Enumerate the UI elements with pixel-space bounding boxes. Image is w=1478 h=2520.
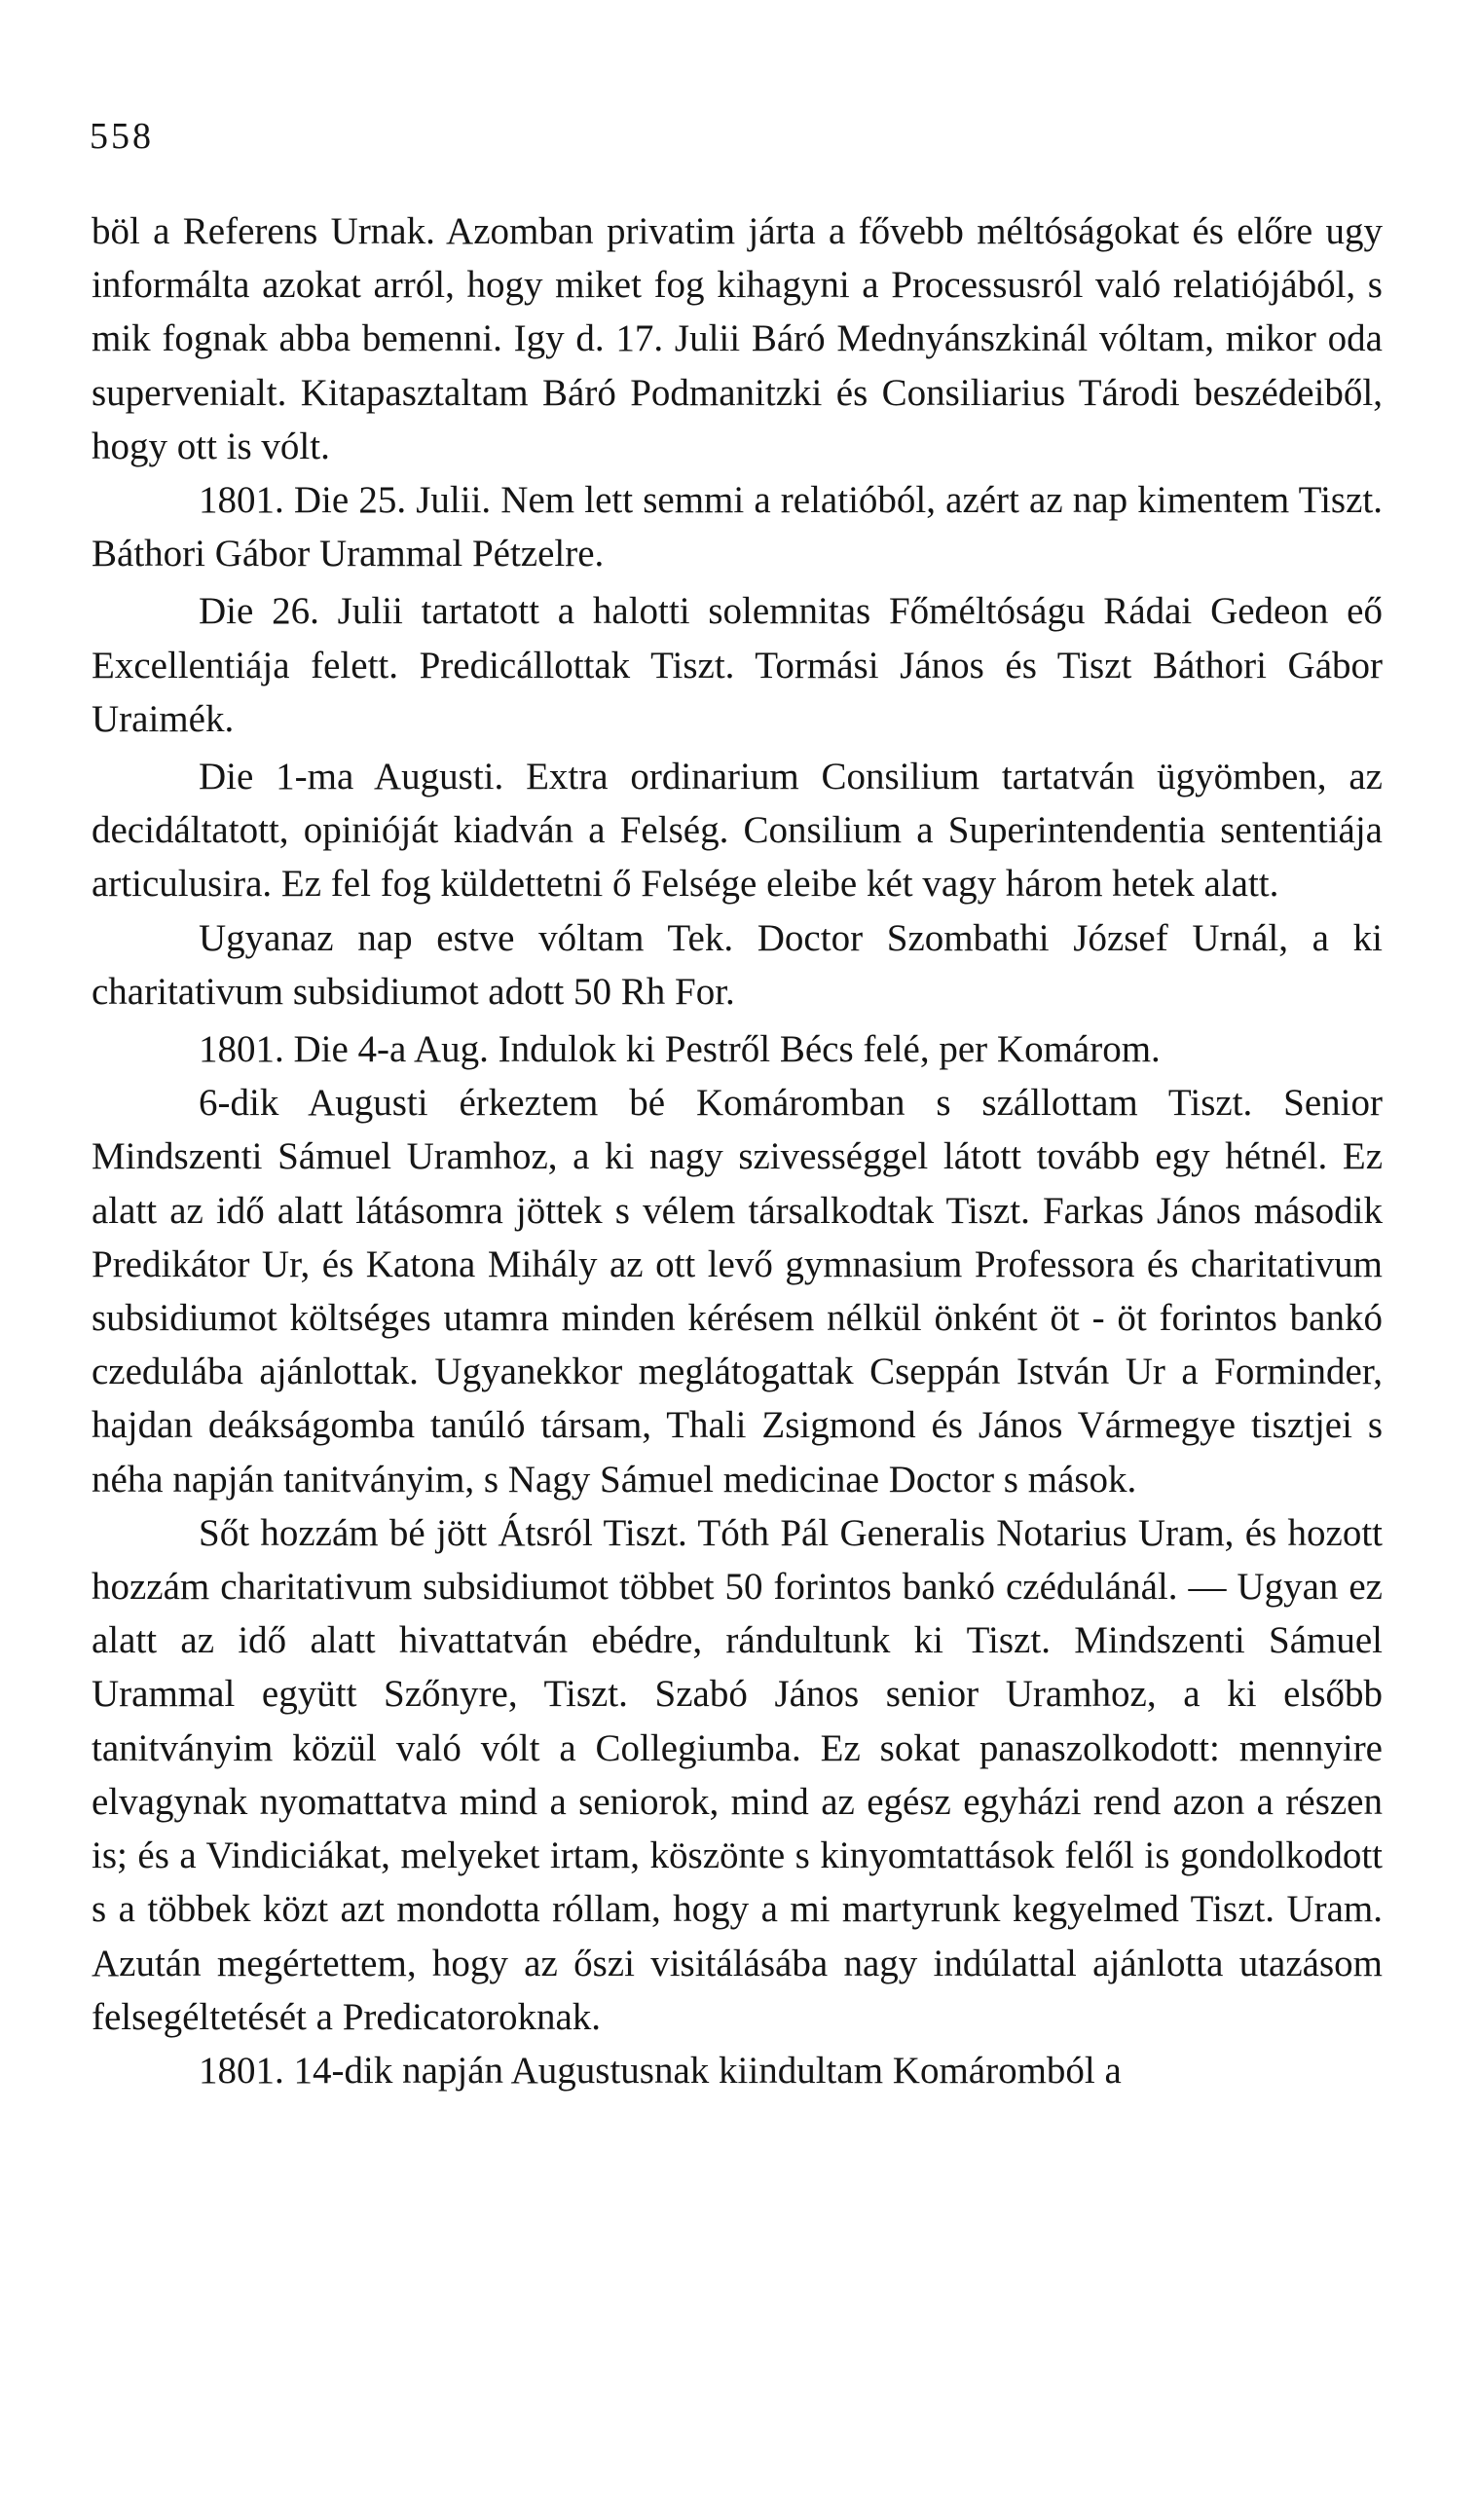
paragraph: 6-dik Augusti érkeztem bé Komáromban s szállottam Tiszt. Senior Mindszenti Sámuel Uramhoz, a ki nagy szivességgel látott tovább egy hétnél. Ez alatt az idő alatt látásomra jöttek s vélem társalkodtak Tiszt. Farkas János második Predikátor Ur, és Katona Mihály az ott levő gymnasium Professora és charitativum subsidiumot költséges utamra minden kérésem nélkül önként öt - öt forintos bankó czedulába ajánlottak. Ugyanekkor meglátogattak Cseppán István Ur a Forminder, hajdan deákságomba tanúló társam, Thali Zsigmond és János Vármegye tisztjei s néha napján tanitványim, s Nagy Sámuel medicinae Doctor s mások. (92, 1082, 1383, 1501)
paragraph: Die 26. Julii tartatott a halotti solemnitas Főméltóságu Rádai Gedeon eő Excellentiája felett. Predicállottak Tiszt. Tormási János és Tiszt Báthori Gábor Uraimék. (92, 590, 1383, 740)
paragraph: Sőt hozzám bé jött Átsról Tiszt. Tóth Pál Generalis Notarius Uram, és hozott hozzám charitativum subsidiumot többet 50 forintos bankó czédulánál. — Ugyan ez alatt az idő alatt hivattatván ebédre, rándultunk ki Tiszt. Mindszenti Sámuel Urammal együtt Szőnyre, Tiszt. Szabó János senior Uramhoz, a ki elsőbb tanitványim közül való vólt a Collegiumba. Ez sokat panaszolkodott: mennyire elvagynak nyomattatva mind a seniorok, mind az egész egyházi rend azon a részen is; és a Vindiciákat, melyeket irtam, köszönte s kinyomtattások felől is gondolkodott s a többek közt azt mondotta róllam, hogy a mi martyrunk kegyelmed Tiszt. Uram. Azután megértettem, hogy az őszi visitálásába nagy indúlattal ajánlotta utazásom felsegéltetését a Predicatoroknak. (92, 1511, 1383, 2038)
paragraph: böl a Referens Urnak. Azomban privatim járta a fővebb méltóságokat és előre ugy informálta azokat arról, hogy miket fog kihagyni a Processusról való relatiójából, s mik fognak abba bemenni. Igy d. 17. Julii Báró Mednyánszkinál vóltam, mikor oda supervenialt. Kitapasztaltam Báró Podmanitzki és Consiliarius Tárodi beszédeiből, hogy ott is vólt. (92, 210, 1383, 467)
paragraph: 1801. Die 4-a Aug. Indulok ki Pestről Bécs felé, per Komárom. (199, 1028, 1161, 1071)
paragraph: 1801. 14-dik napján Augustusnak kiindultam Komáromból a (199, 2049, 1122, 2092)
paragraph: Die 1-ma Augusti. Extra ordinarium Consilium tartatván ügyömben, az decidáltatott, opinióját kiadván a Felség. Consilium a Superintendentia sententiája articulusira. Ez fel fog küldettetni ő Felsége eleibe két vagy három hetek alatt. (92, 756, 1383, 906)
paragraph: 1801. Die 25. Julii. Nem lett semmi a relatióból, azért az nap kimentem Tiszt. Báthori Gábor Urammal Pétzelre. (92, 479, 1383, 575)
paragraph: Ugyanaz nap estve vóltam Tek. Doctor Szombathi József Urnál, a ki charitativum subsidiumot adott 50 Rh For. (92, 916, 1383, 1013)
page-body (92, 204, 1383, 2097)
page-number: 558 (90, 116, 154, 157)
